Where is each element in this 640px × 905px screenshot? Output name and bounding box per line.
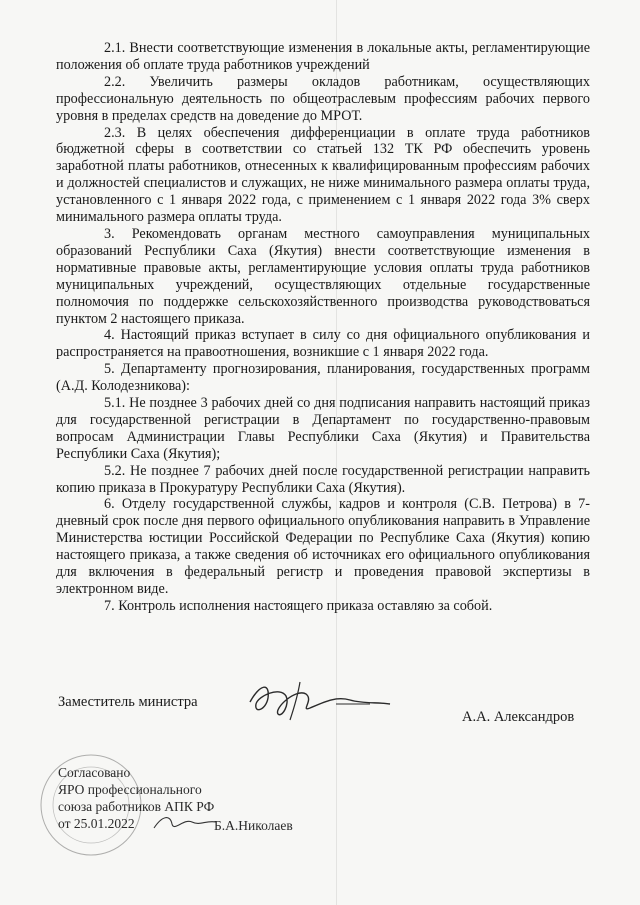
approval-line: ЯРО профессионального <box>58 782 202 797</box>
paragraph-5: 5. Департаменту прогнозирования, планирования, государственных программ (А.Д. Колодезникова): <box>56 361 590 395</box>
approval-line: союза работников АПК РФ <box>58 799 215 814</box>
paragraph-5-2: 5.2. Не позднее 7 рабочих дней после государственной регистрации направить копию приказа в Прокуратуру Республики Саха (Якутия). <box>56 462 590 496</box>
paragraph-2-1: 2.1. Внести соответствующие изменения в локальные акты, регламентирующие положения об оплате труда работников учреждений <box>56 40 590 73</box>
paragraph-7: 7. Контроль исполнения настоящего приказа оставляю за собой. <box>104 597 493 614</box>
paragraph-6: 6. Отделу государственной службы, кадров и контроля (С.В. Петрова) в 7-дневный срок после дня первого официального опубликования направить в Управление Министерства юстиции Российской Федерации по Республике Саха (Якутия) копию настоящего приказа, а также сведения об источниках его официального опубликования для включения в федеральный регистр и проведения правовой экспертизы в электронном виде. <box>56 496 590 597</box>
paragraph-2-2: 2.2. Увеличить размеры окладов работникам, осуществляющих профессиональную деятельность по общеотраслевым профессиям рабочих первого уровня в пределах средств на доведение до МРОТ. <box>56 73 590 124</box>
paragraph-3: 3. Рекомендовать органам местного самоуправления муниципальных образований Республики Саха (Якутия) внести соответствующие изменения в нормативные правовые акты, регламентирующие условия оплаты труда работников муниципальных учреждений, осуществляющих отдельные государственные полномочия по поддержке сельскохозяйственного производства руководствоваться пунктом 2 настоящего приказа. <box>56 225 590 327</box>
signatory-name: А.А. Александров <box>462 709 575 725</box>
paragraph-5-1: 5.1. Не позднее 3 рабочих дней со дня подписания направить настоящий приказ для государственной регистрации в Департамент по государственно-правовым вопросам Администрации Главы Республики Саха (Якутия) и Правительства Республики Саха (Якутия); <box>56 395 590 462</box>
signatory-title: Заместитель министра <box>58 694 198 710</box>
handwritten-signature-icon <box>240 674 400 729</box>
paragraph-4: 4. Настоящий приказ вступает в силу со дня официального опубликования и распространяется на правоотношения, возникшие с 1 января 2022 года. <box>56 327 590 361</box>
approval-line: от 25.01.2022 <box>58 816 135 831</box>
paragraph-2-3: 2.3. В целях обеспечения дифференциации в оплате труда работников бюджетной сферы в соответствии со статьей 132 ТК РФ обеспечить уровень заработной платы работников, отнесенных к квалифицированным профессиям рабочих и должностей специалистов и служащих, не ниже минимального размера оплаты труда, установленного с 1 января 2022 года, с применением с 1 января 2022 года 3% сверх минимального размера оплаты труда. <box>56 124 590 226</box>
approval-name: Б.А.Николаев <box>214 818 293 833</box>
document-body <box>56 40 590 615</box>
approval-line: Согласовано <box>58 765 131 780</box>
approval-signature-icon <box>150 808 220 843</box>
